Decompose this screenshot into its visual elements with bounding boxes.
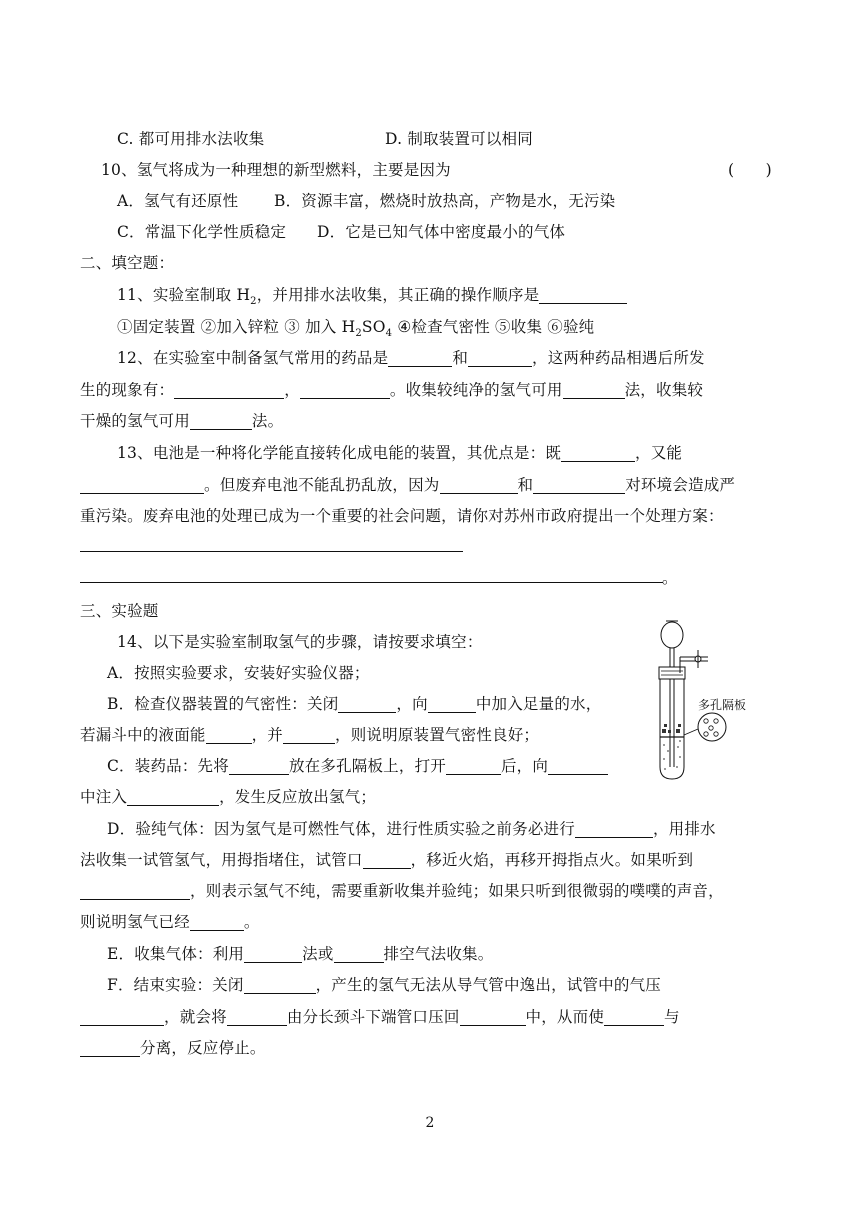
q13-text-3: 。但废弃电池不能乱扔乱放，因为 xyxy=(204,476,440,494)
q14-step-e xyxy=(107,942,493,966)
q14-b-text-5: ，并 xyxy=(251,726,284,744)
q9-option-d: D. 制取装置可以相同 xyxy=(385,130,533,148)
q14-e-text: E．收集气体：利用 xyxy=(107,945,245,963)
q14-step-d-line-3 xyxy=(80,879,724,903)
q12-blank-6[interactable] xyxy=(190,412,252,430)
q14-c-text-2: 放在多孔隔板上，打开 xyxy=(288,757,446,775)
q14-b-text-6: ，则说明原装置气密性良好； xyxy=(335,726,540,744)
q10-option-c: C．常温下化学性质稳定 xyxy=(117,223,287,241)
q12-text-5: 。收集较纯净的氢气可用 xyxy=(389,381,563,399)
q14-c-text-4: 中注入 xyxy=(80,788,128,806)
q14-d-text-7: 。 xyxy=(243,913,260,931)
q14-step-d-line-4 xyxy=(80,910,260,934)
q12-text-3: 生的现象有： xyxy=(80,381,175,399)
q14-d-blank-1[interactable] xyxy=(575,820,653,838)
q14-f-text-5: 中，从而使 xyxy=(525,1008,605,1026)
q14-d-text-4: ，移近火焰，再移开拇指点火。如果听到 xyxy=(410,851,694,869)
q14-c-text-3: 后，向 xyxy=(500,757,549,775)
q12-line-3 xyxy=(80,409,283,433)
q10-answer-paren: ( ) xyxy=(728,161,772,179)
q14-f-blank-1[interactable] xyxy=(244,976,316,994)
q13-answer-line-2[interactable] xyxy=(80,582,663,583)
q13-text-2: ，又能 xyxy=(635,444,683,462)
q14-c-text: C．装药品：先将 xyxy=(107,757,229,775)
perforated-plate-detail xyxy=(698,713,726,741)
q13-line-3: 重污染。废弃电池的处理已成为一个重要的社会问题，请你对苏州市政府提出一个处理方案： xyxy=(80,507,724,525)
zinc-granules xyxy=(662,724,681,733)
q11-steps-subscript: 2 xyxy=(355,328,362,340)
q14-e-blank-2[interactable] xyxy=(334,945,384,963)
acid-liquid xyxy=(663,740,681,770)
q14-b-blank-2[interactable] xyxy=(428,695,476,713)
q11-subscript: 2 xyxy=(250,296,257,308)
q14-b-text-4: 若漏斗中的液面能 xyxy=(80,726,206,744)
q13-blank-3[interactable] xyxy=(440,476,518,494)
q10-stem: 10、氢气将成为一种理想的新型燃料，主要是因为 xyxy=(101,161,451,179)
q14-c-blank-1[interactable] xyxy=(229,757,289,775)
q14-step-d-line-1 xyxy=(107,817,716,841)
q10-option-a: A．氢气有还原性 xyxy=(117,192,239,210)
q12-line-2 xyxy=(80,378,703,402)
q9-option-c: C. 都可用排水法收集 xyxy=(117,130,265,148)
q11-steps xyxy=(117,315,594,346)
section-2-title: 二、填空题： xyxy=(80,254,175,272)
q14-step-a: A．按照实验要求，安装好实验仪器； xyxy=(107,664,370,682)
q14-f-text: F．结束实验：关闭 xyxy=(107,976,244,994)
q11-steps-text-2: SO xyxy=(361,318,386,336)
q14-d-text: D．验纯气体：因为氢气是可燃性气体，进行性质实验之前务必进行 xyxy=(107,820,575,838)
q10-option-b: B．资源丰富，燃烧时放热高，产物是水，无污染 xyxy=(274,192,616,210)
q14-step-d-line-2 xyxy=(80,848,693,872)
q11-steps-text-3: ④检查气密性 ⑤收集 ⑥验纯 xyxy=(392,318,595,336)
section-3-title: 三、实验题 xyxy=(80,602,159,620)
q14-d-text-5: ，则表示氢气不纯，需要重新收集并验纯；如果只听到很微弱的噗噗的声音， xyxy=(190,882,724,900)
q14-f-blank-2[interactable] xyxy=(80,1008,164,1026)
q14-step-b-line-1 xyxy=(107,692,601,716)
q12-blank-2[interactable] xyxy=(468,349,532,367)
q14-b-blank-3[interactable] xyxy=(206,726,252,744)
q14-d-text-6: 则说明氢气已经 xyxy=(80,913,190,931)
q14-f-blank-4[interactable] xyxy=(460,1008,526,1026)
q14-f-text-6: 与 xyxy=(664,1008,680,1026)
q13-blank-4[interactable] xyxy=(533,476,625,494)
q11-stem-text: 11、实验室制取 H xyxy=(117,286,251,304)
q10-option-d: D．它是已知气体中密度最小的气体 xyxy=(317,223,566,241)
q11-steps-text: ①固定装置 ②加入锌粒 ③ 加入 H xyxy=(117,318,356,336)
callout-line xyxy=(684,729,698,735)
q11-steps-subscript-2: 4 xyxy=(385,328,393,340)
q14-c-blank-4[interactable] xyxy=(127,788,219,806)
q12-text-6: 法，收集较 xyxy=(624,381,704,399)
q14-f-text-7: 分离，反应停止。 xyxy=(140,1039,266,1057)
q11-stem xyxy=(117,283,627,314)
hydrogen-apparatus-figure xyxy=(650,617,770,787)
q12-text-2: ，这两种药品相遇后所发 xyxy=(532,349,705,367)
q13-blank-1[interactable] xyxy=(561,444,635,462)
funnel-bulb xyxy=(661,622,683,648)
q14-f-blank-3[interactable] xyxy=(227,1008,287,1026)
q14-f-blank-6[interactable] xyxy=(80,1039,140,1057)
q14-e-text-2: 法或 xyxy=(302,945,334,963)
q14-c-blank-3[interactable] xyxy=(548,757,608,775)
q12-blank-4[interactable] xyxy=(300,381,390,399)
q14-step-c-line-1 xyxy=(107,754,608,778)
rubber-stopper xyxy=(659,667,685,679)
q14-c-blank-2[interactable] xyxy=(446,757,501,775)
q14-d-blank-3[interactable] xyxy=(80,882,190,900)
q14-f-text-3: ，就会将 xyxy=(164,1008,227,1026)
q14-f-blank-5[interactable] xyxy=(604,1008,664,1026)
figure-label: 多孔隔板 xyxy=(698,698,747,712)
q12-blank-5[interactable] xyxy=(563,381,625,399)
q12-text-and: 和 xyxy=(452,349,469,367)
q13-end-mark: 。 xyxy=(662,569,678,587)
q11-stem-text-2: ，并用排水法收集，其正确的操作顺序是 xyxy=(256,286,540,304)
q14-f-text-2: ，产生的氢气无法从导气管中逸出，试管中的气压 xyxy=(315,976,661,994)
q11-answer-blank[interactable] xyxy=(539,286,627,304)
q14-b-blank-1[interactable] xyxy=(338,695,396,713)
q14-e-blank-1[interactable] xyxy=(244,945,302,963)
q14-e-text-3: 排空气法收集。 xyxy=(383,945,494,963)
q12-text: 12、在实验室中制备氢气常用的药品是 xyxy=(117,349,389,367)
q14-step-f-line-1 xyxy=(107,973,661,997)
q14-step-f-line-2 xyxy=(80,1005,680,1029)
q13-answer-line-1[interactable] xyxy=(80,551,463,552)
q14-b-text: B．检查仪器装置的气密性：关闭 xyxy=(107,695,339,713)
q14-d-text-3: 法收集一试管氢气，用拇指堵住，试管口 xyxy=(80,851,363,869)
q13-blank-2[interactable] xyxy=(80,476,204,494)
q14-f-text-4: 由分长颈斗下端管口压回 xyxy=(286,1008,460,1026)
q14-d-text-2: ，用排水 xyxy=(652,820,716,838)
page-number: 2 xyxy=(425,1115,435,1131)
q12-text-4: ， xyxy=(284,381,300,399)
q14-b-text-2: ，向 xyxy=(396,695,428,713)
q14-b-blank-4[interactable] xyxy=(283,726,335,744)
q13-text-4: 对环境会造成严 xyxy=(625,476,736,494)
q14-step-c-line-2 xyxy=(80,785,376,809)
q14-b-text-3: 中加入足量的水， xyxy=(475,695,602,713)
q12-blank-1[interactable] xyxy=(388,349,452,367)
q14-c-text-5: ，发生反应放出氢气； xyxy=(219,788,377,806)
q12-text-7: 干燥的氢气可用 xyxy=(80,412,190,430)
q12-blank-3[interactable] xyxy=(174,381,284,399)
q12-text-8: 法。 xyxy=(251,412,284,430)
q14-stem: 14、以下是实验室制取氢气的步骤，请按要求填空： xyxy=(117,633,483,651)
q13-text-and: 和 xyxy=(517,476,534,494)
q13-line-2 xyxy=(80,473,735,497)
q14-step-f-line-3 xyxy=(80,1036,266,1060)
q13-line-1 xyxy=(117,441,682,465)
q14-d-blank-2[interactable] xyxy=(363,851,411,869)
q14-d-blank-4[interactable] xyxy=(190,913,244,931)
q13-text: 13、电池是一种将化学能直接转化成电能的装置，其优点是：既 xyxy=(117,444,562,462)
q14-step-b-line-2 xyxy=(80,723,539,747)
q12-line-1 xyxy=(117,346,705,370)
